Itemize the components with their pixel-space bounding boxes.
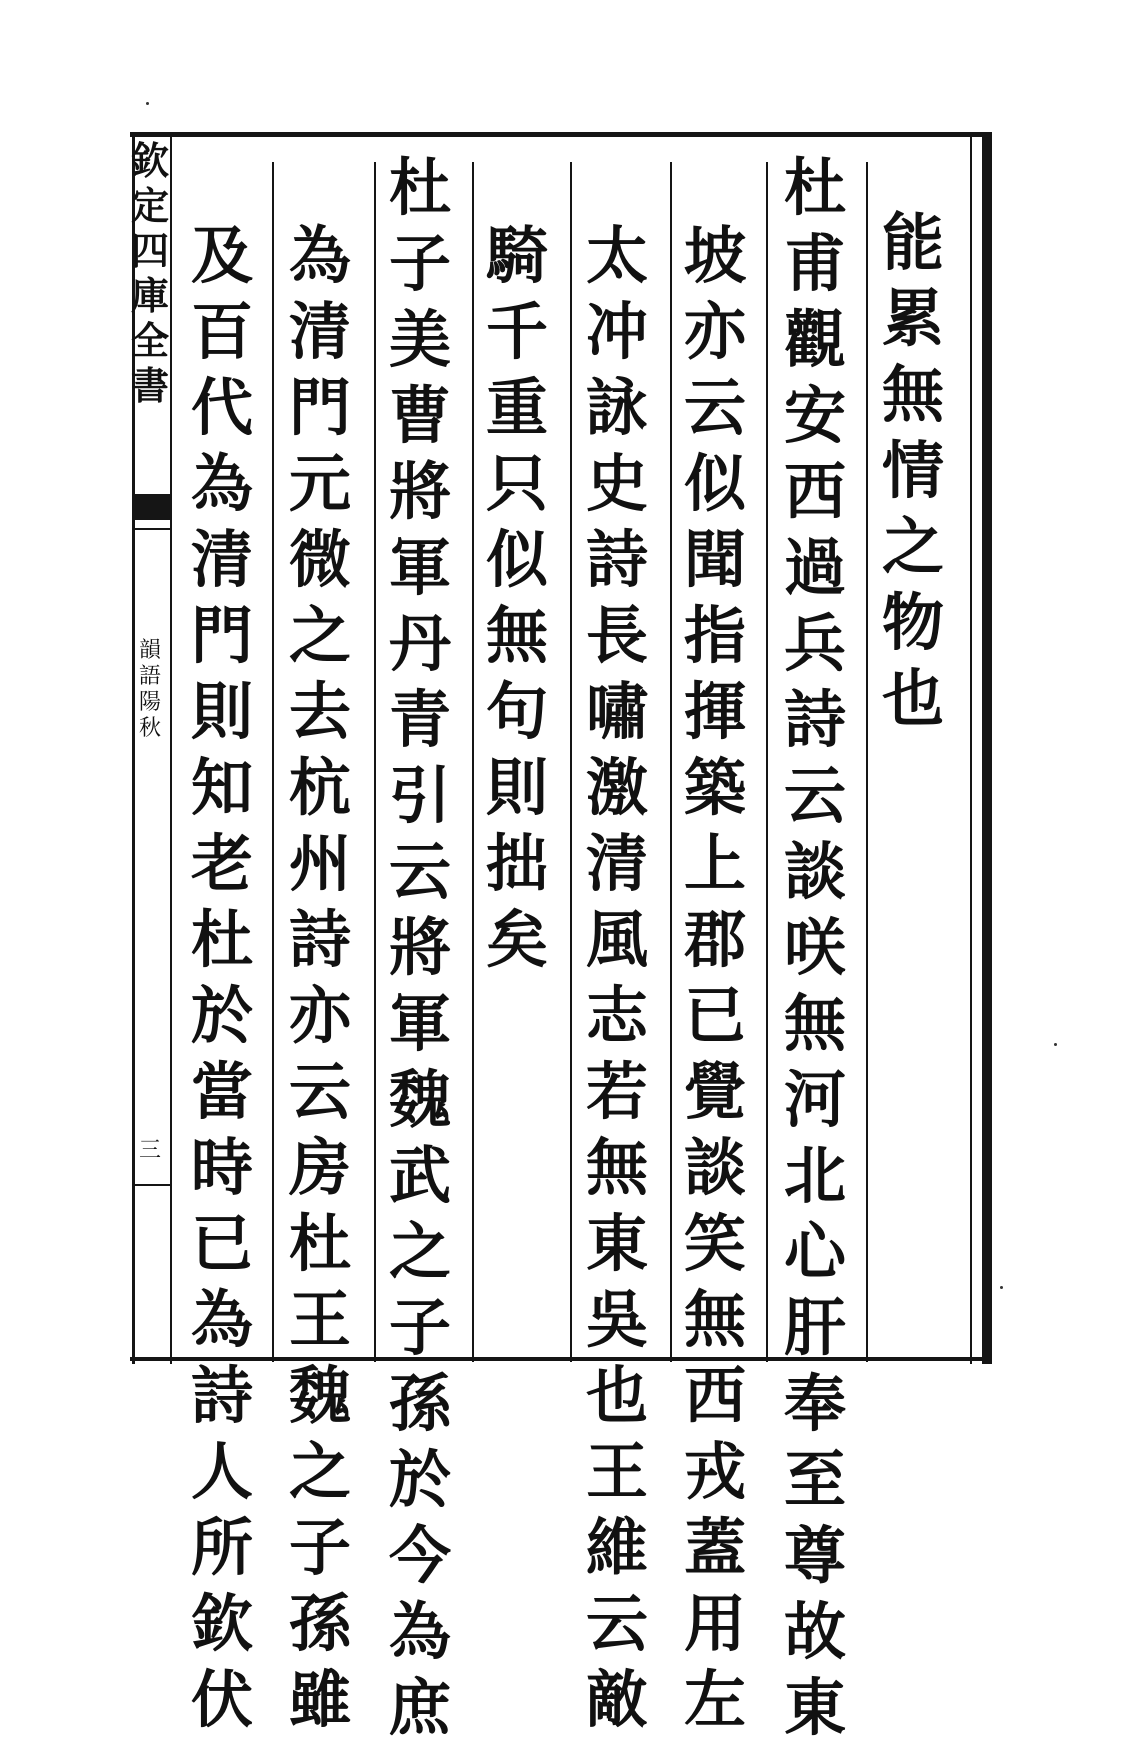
character: 句	[485, 675, 548, 748]
character: 子	[388, 1291, 451, 1364]
character: 子	[388, 227, 451, 300]
character: 元	[288, 447, 351, 520]
character: 太	[585, 219, 648, 292]
character: 杜	[783, 151, 846, 224]
character: 拙	[485, 827, 548, 900]
scan-speck	[1054, 1043, 1057, 1046]
text-column-4	[577, 218, 657, 1738]
character: 河	[783, 1063, 846, 1136]
column-rule	[766, 162, 768, 1362]
character: 云	[288, 1055, 351, 1128]
character: 長	[585, 599, 648, 672]
character: 杭	[288, 751, 351, 824]
character: 東	[783, 1671, 846, 1744]
character: 於	[190, 979, 253, 1052]
character: 矣	[485, 903, 548, 976]
character: 王	[288, 1283, 351, 1356]
character: 冲	[585, 295, 648, 368]
character: 州	[288, 827, 351, 900]
character: 庶	[388, 1671, 451, 1744]
character: 北	[783, 1139, 846, 1212]
column-rule	[670, 162, 672, 1362]
character: 史	[585, 447, 648, 520]
character: 為	[190, 447, 253, 520]
character: 則	[485, 751, 548, 824]
character: 青	[388, 683, 451, 756]
character: 書	[130, 363, 169, 408]
character: 詩	[190, 1359, 253, 1432]
text-column-6	[380, 150, 460, 1746]
text-column-1	[873, 205, 953, 737]
character: 談	[783, 835, 846, 908]
text-column-2	[775, 150, 855, 1746]
character: 老	[190, 827, 253, 900]
character: 引	[388, 759, 451, 832]
character: 將	[388, 455, 451, 528]
character: 揮	[683, 675, 746, 748]
character: 亦	[683, 295, 746, 368]
character: 之	[388, 1215, 451, 1288]
character: 安	[783, 379, 846, 452]
character: 伏	[190, 1663, 253, 1736]
character: 觀	[783, 303, 846, 376]
character: 築	[683, 751, 746, 824]
character: 也	[585, 1359, 648, 1432]
character: 子	[288, 1511, 351, 1584]
character: 已	[190, 1207, 253, 1280]
character: 清	[585, 827, 648, 900]
character: 云	[783, 759, 846, 832]
character: 丹	[388, 607, 451, 680]
character: 百	[190, 295, 253, 368]
character: 尊	[783, 1519, 846, 1592]
character: 清	[288, 295, 351, 368]
column-rule	[866, 162, 868, 1362]
character: 亦	[288, 979, 351, 1052]
character: 詩	[585, 523, 648, 596]
frame-top-border	[130, 132, 992, 137]
column-rule	[570, 162, 572, 1362]
character: 千	[485, 295, 548, 368]
character: 騎	[485, 219, 548, 292]
frame-right-inner-border	[970, 132, 972, 1364]
character: 為	[190, 1283, 253, 1356]
character: 志	[585, 979, 648, 1052]
character: 去	[288, 675, 351, 748]
character: 蓋	[683, 1511, 746, 1584]
character: 肝	[783, 1291, 846, 1364]
character: 重	[485, 371, 548, 444]
character: 及	[190, 219, 253, 292]
frame-right-border	[982, 132, 992, 1364]
character: 為	[288, 219, 351, 292]
character: 曹	[388, 379, 451, 452]
character: 魏	[288, 1359, 351, 1432]
character: 累	[881, 282, 944, 355]
character: 物	[881, 586, 944, 659]
character: 過	[783, 531, 846, 604]
text-column-5	[477, 218, 557, 978]
character: 四	[130, 228, 169, 273]
character: 庫	[130, 273, 169, 318]
character: 似	[683, 447, 746, 520]
character: 欽	[190, 1587, 253, 1660]
character: 吳	[585, 1283, 648, 1356]
fish-tail-line	[132, 528, 170, 530]
character: 杜	[190, 903, 253, 976]
character: 東	[585, 1207, 648, 1280]
page-number: 三	[138, 1138, 161, 1163]
character: 之	[288, 599, 351, 672]
character: 無	[585, 1131, 648, 1204]
text-column-7	[280, 218, 360, 1738]
character: 知	[190, 751, 253, 824]
character: 微	[288, 523, 351, 596]
character: 無	[783, 987, 846, 1060]
character: 敵	[585, 1663, 648, 1736]
character: 西	[683, 1359, 746, 1432]
character: 故	[783, 1595, 846, 1668]
character: 將	[388, 911, 451, 984]
character: 激	[585, 751, 648, 824]
character: 美	[388, 303, 451, 376]
character: 人	[190, 1435, 253, 1508]
character: 定	[130, 183, 169, 228]
character: 也	[881, 662, 944, 735]
character: 門	[190, 599, 253, 672]
character: 軍	[388, 987, 451, 1060]
character: 所	[190, 1511, 253, 1584]
character: 左	[683, 1663, 746, 1736]
character: 心	[783, 1215, 846, 1288]
character: 秋	[138, 716, 161, 741]
character: 奉	[783, 1367, 846, 1440]
scan-speck	[146, 102, 149, 105]
character: 門	[288, 371, 351, 444]
character: 云	[683, 371, 746, 444]
character: 清	[190, 523, 253, 596]
character: 則	[190, 675, 253, 748]
character: 能	[881, 206, 944, 279]
character: 語	[138, 664, 161, 689]
character: 欽	[130, 138, 169, 183]
character: 雖	[288, 1663, 351, 1736]
character: 若	[585, 1055, 648, 1128]
character: 房	[288, 1131, 351, 1204]
character: 杜	[288, 1207, 351, 1280]
character: 無	[485, 599, 548, 672]
column-rule	[374, 162, 376, 1362]
character: 笑	[683, 1207, 746, 1280]
column-rule	[472, 162, 474, 1362]
character: 今	[388, 1519, 451, 1592]
character: 上	[683, 827, 746, 900]
character: 當	[190, 1055, 253, 1128]
character: 全	[130, 318, 169, 363]
character: 詩	[783, 683, 846, 756]
character: 風	[585, 903, 648, 976]
character: 詩	[288, 903, 351, 976]
character: 之	[881, 510, 944, 583]
character: 無	[683, 1283, 746, 1356]
character: 似	[485, 523, 548, 596]
character: 陽	[138, 690, 161, 715]
character: 西	[783, 455, 846, 528]
character: 韻	[138, 638, 161, 663]
character: 為	[388, 1595, 451, 1668]
character: 嘯	[585, 675, 648, 748]
character: 已	[683, 979, 746, 1052]
character: 代	[190, 371, 253, 444]
character: 魏	[388, 1063, 451, 1136]
character: 維	[585, 1511, 648, 1584]
character: 甫	[783, 227, 846, 300]
character: 軍	[388, 531, 451, 604]
column-rule	[272, 162, 274, 1362]
character: 孫	[388, 1367, 451, 1440]
character: 杜	[388, 151, 451, 224]
character: 王	[585, 1435, 648, 1508]
character: 武	[388, 1139, 451, 1212]
character: 用	[683, 1587, 746, 1660]
character: 郡	[683, 903, 746, 976]
character: 談	[683, 1131, 746, 1204]
text-column-8	[182, 218, 262, 1738]
character: 坡	[683, 219, 746, 292]
character: 云	[585, 1587, 648, 1660]
scan-speck	[1000, 1286, 1003, 1289]
character: 云	[388, 835, 451, 908]
character: 指	[683, 599, 746, 672]
character: 至	[783, 1443, 846, 1516]
character: 咲	[783, 911, 846, 984]
character: 戎	[683, 1435, 746, 1508]
character: 情	[881, 434, 944, 507]
margin-section-title	[135, 638, 165, 742]
character: 之	[288, 1435, 351, 1508]
character: 無	[881, 358, 944, 431]
fish-tail-marker	[132, 494, 170, 520]
character: 孫	[288, 1587, 351, 1660]
text-column-3	[675, 218, 755, 1738]
character: 於	[388, 1443, 451, 1516]
character: 覺	[683, 1055, 746, 1128]
character: 聞	[683, 523, 746, 596]
character: 只	[485, 447, 548, 520]
margin-series-title	[128, 138, 172, 408]
character: 兵	[783, 607, 846, 680]
page-number-line	[134, 1184, 170, 1186]
margin-page-number	[135, 1138, 165, 1164]
character: 時	[190, 1131, 253, 1204]
character: 詠	[585, 371, 648, 444]
